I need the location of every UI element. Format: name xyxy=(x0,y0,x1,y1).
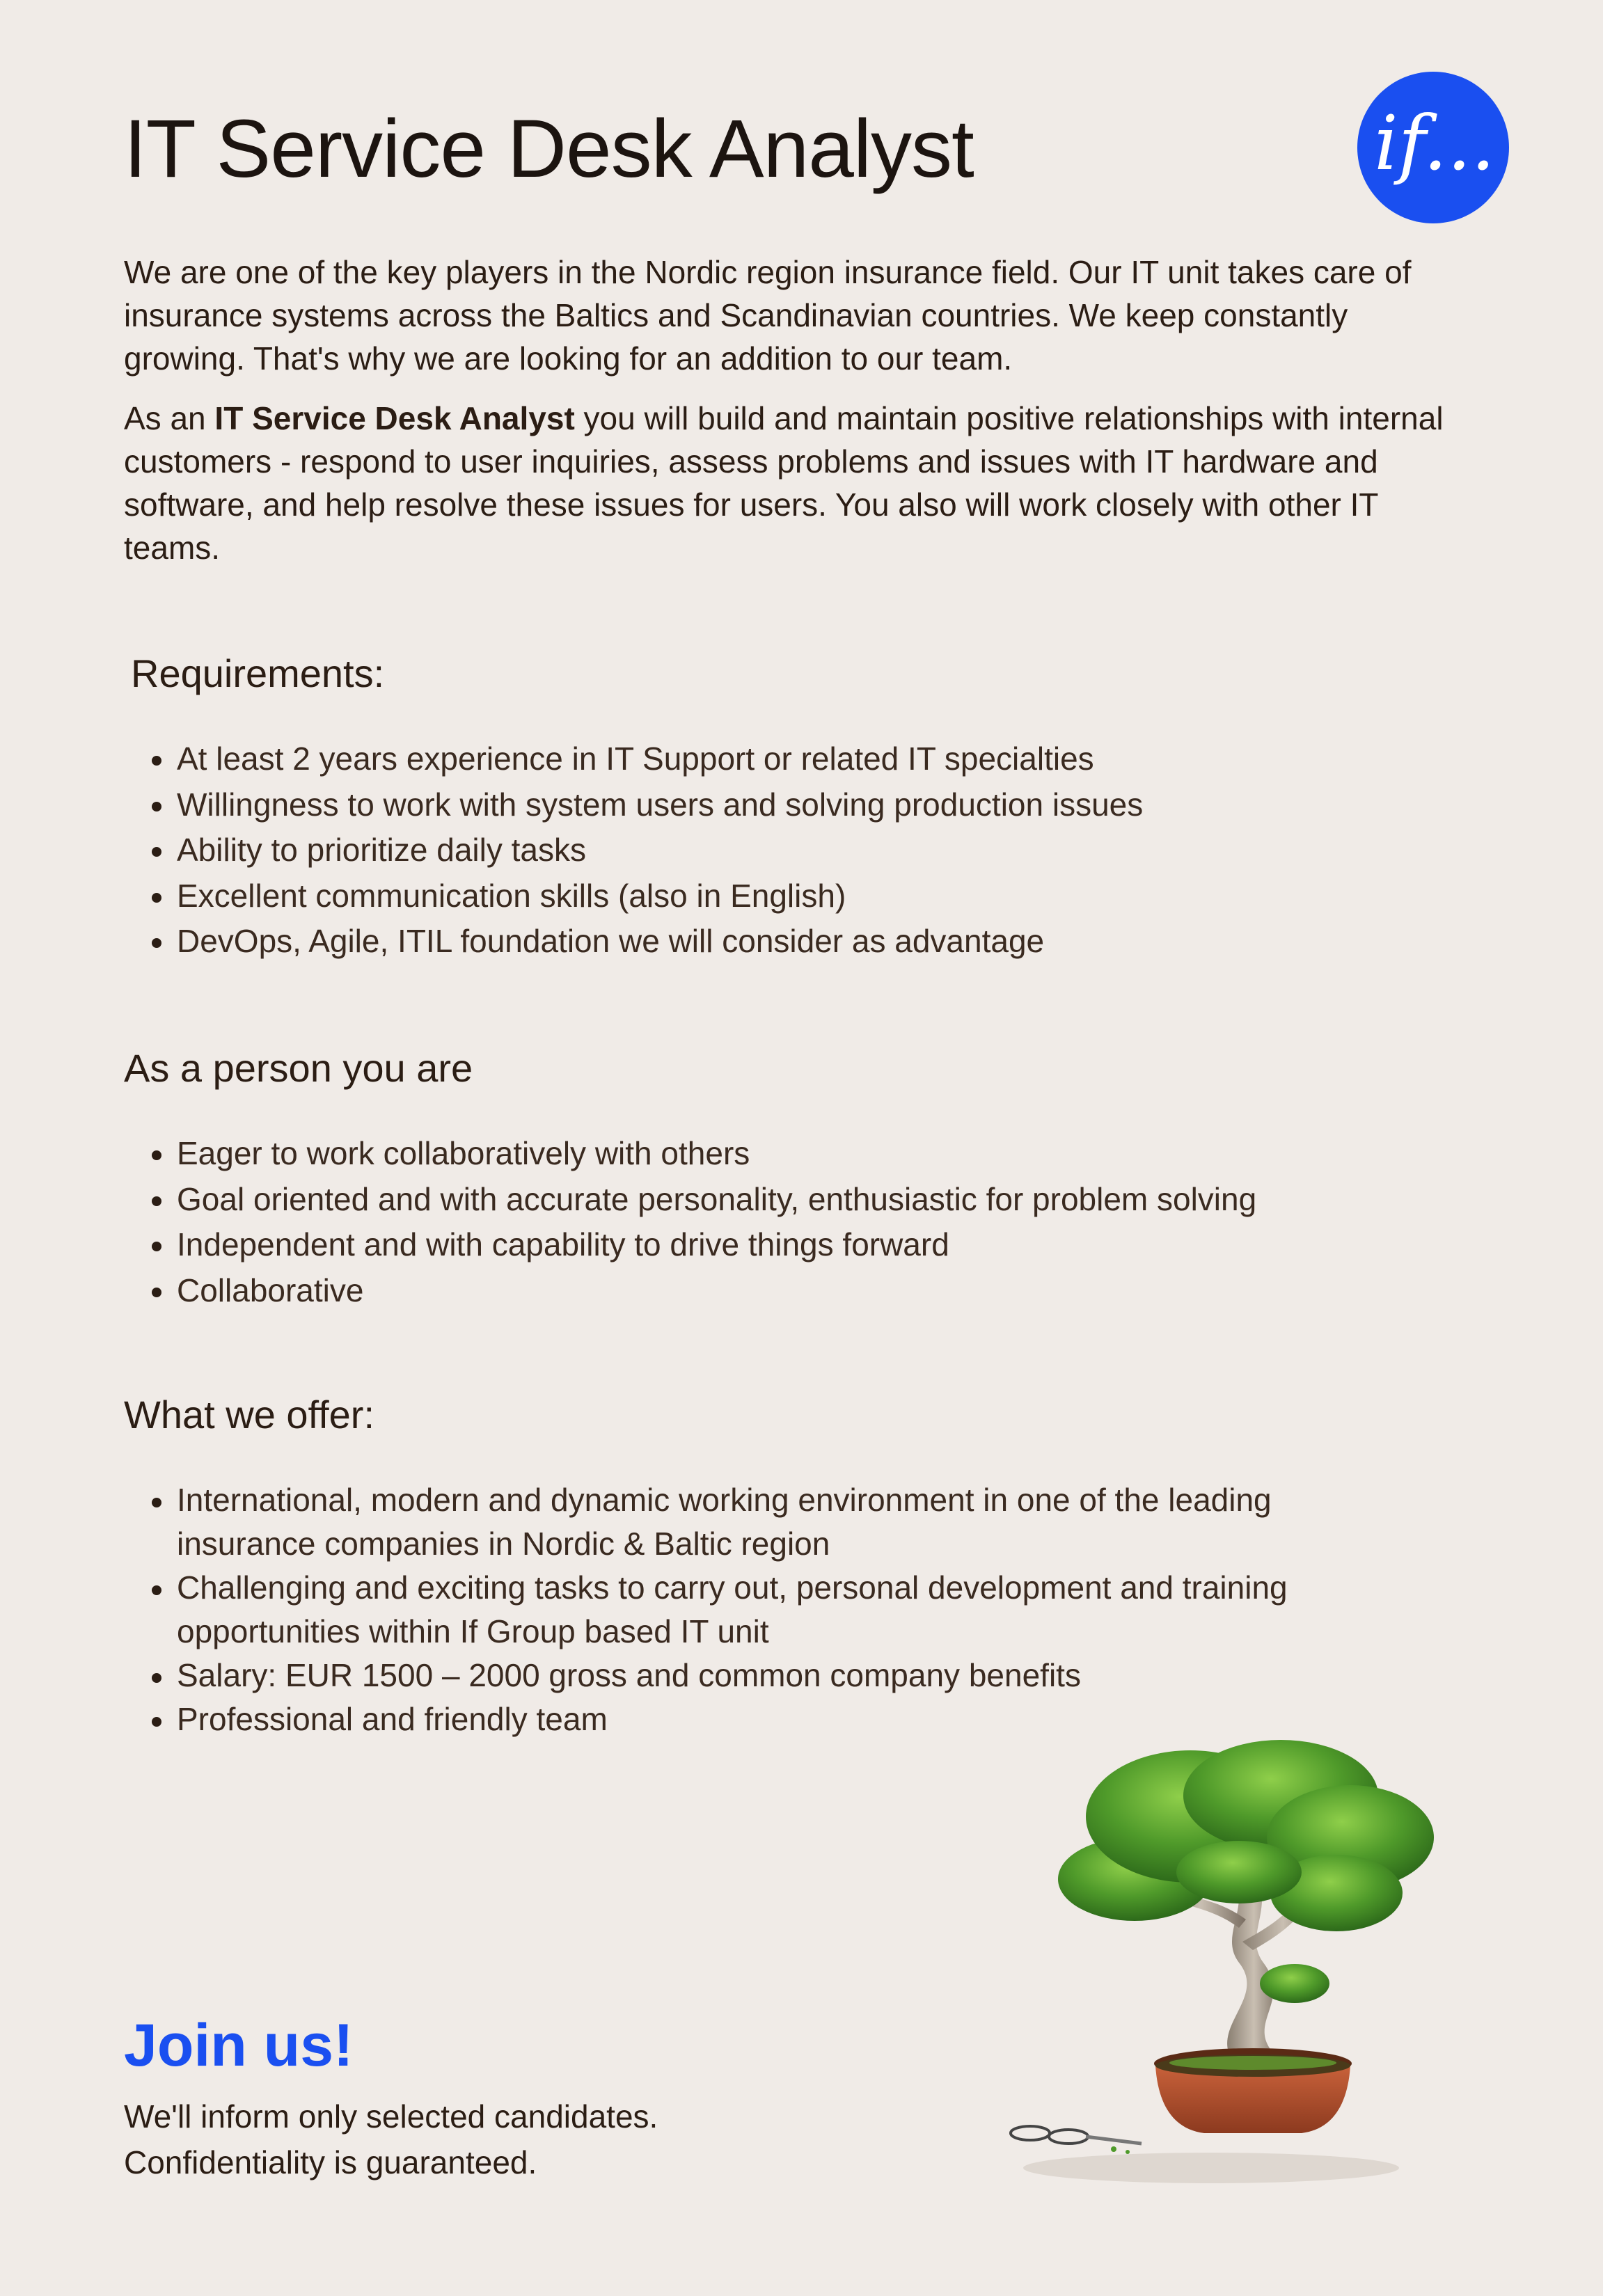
offer-list xyxy=(148,1478,1373,1741)
logo-text: if... xyxy=(1374,100,1495,187)
footer-note xyxy=(124,2093,658,2185)
footer-line-2: Confidentiality is guaranteed. xyxy=(124,2144,537,2180)
if-logo xyxy=(1357,72,1509,223)
intro-p2-suffix: you will build and maintain positive relationships with internal customers - respond to user inquiries, assess problems and issues with IT hardware and software, and help resolve these issues for users. You also will work closely with other IT teams. xyxy=(124,400,1444,566)
offer-heading: What we offer: xyxy=(124,1393,375,1436)
list-item: Collaborative xyxy=(148,1268,1470,1314)
intro-role-name: IT Service Desk Analyst xyxy=(214,400,575,436)
list-item: Challenging and exciting tasks to carry out, personal development and training opportunities within If Group based IT unit xyxy=(148,1566,1373,1654)
intro-paragraph-2 xyxy=(124,397,1446,569)
list-item: DevOps, Agile, ITIL foundation we will consider as advantage xyxy=(148,919,1470,965)
intro-paragraph-1: We are one of the key players in the Nordic region insurance field. Our IT unit takes care of insurance systems across the Baltics and Scandinavian countries. We keep constantly growing. That's why we are looking for an addition to our team. xyxy=(124,254,1412,377)
requirements-heading: Requirements: xyxy=(131,651,385,695)
list-item: At least 2 years experience in IT Support or related IT specialties xyxy=(148,736,1470,782)
list-item: Independent and with capability to drive things forward xyxy=(148,1222,1470,1268)
list-item: Ability to prioritize daily tasks xyxy=(148,828,1470,873)
page-title: IT Service Desk Analyst xyxy=(124,103,974,195)
join-us-heading: Join us! xyxy=(124,2012,354,2079)
list-item: International, modern and dynamic working environment in one of the leading insurance companies in Nordic & Baltic region xyxy=(148,1478,1373,1566)
person-list xyxy=(148,1131,1470,1313)
list-item: Excellent communication skills (also in English) xyxy=(148,873,1470,919)
intro-p2-prefix: As an xyxy=(124,400,215,436)
requirements-list xyxy=(148,736,1470,965)
list-item: Goal oriented and with accurate personality, enthusiastic for problem solving xyxy=(148,1177,1470,1223)
bonsai-illustration xyxy=(1002,1733,1545,2192)
intro-section xyxy=(124,251,1446,586)
footer-line-1: We'll inform only selected candidates. xyxy=(124,2098,658,2135)
person-heading: As a person you are xyxy=(124,1046,473,1090)
list-item: Eager to work collaboratively with others xyxy=(148,1131,1470,1177)
list-item: Salary: EUR 1500 – 2000 gross and common company benefits xyxy=(148,1654,1373,1697)
list-item: Professional and friendly team xyxy=(148,1697,1373,1741)
list-item: Willingness to work with system users and solving production issues xyxy=(148,782,1470,828)
